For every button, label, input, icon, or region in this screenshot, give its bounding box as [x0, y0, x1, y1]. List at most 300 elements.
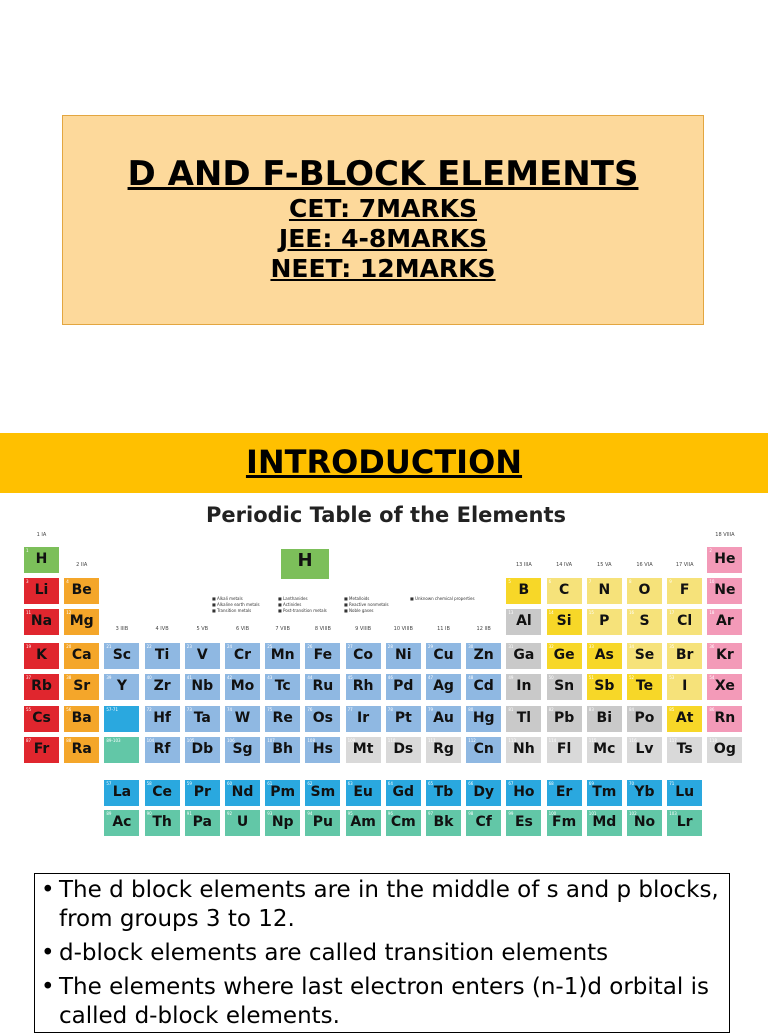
- bullet-dot-icon: •: [41, 940, 55, 966]
- element-symbol: Ag: [433, 678, 454, 694]
- atomic-number: 63: [347, 781, 353, 786]
- element-cell-tb: [425, 779, 462, 807]
- atomic-number: 5: [508, 579, 511, 584]
- element-symbol: Kr: [716, 647, 734, 663]
- atomic-number: 104: [146, 738, 155, 743]
- element-symbol: Xe: [714, 678, 735, 694]
- element-cell-te: [626, 673, 663, 701]
- element-cell-he: [706, 546, 743, 574]
- element-symbol: He: [714, 551, 736, 567]
- atomic-number: 44: [307, 675, 313, 680]
- legend-entry: ■ Lanthanides: [278, 596, 308, 601]
- element-symbol: Cm: [390, 814, 416, 830]
- element-symbol: At: [675, 710, 694, 726]
- atomic-number: 66: [468, 781, 474, 786]
- element-cell-nb: [184, 673, 221, 701]
- atomic-number: 40: [146, 675, 152, 680]
- element-symbol: Tb: [433, 784, 454, 800]
- element-cell-ni: [385, 642, 422, 670]
- element-symbol: Ce: [152, 784, 172, 800]
- element-symbol: No: [633, 814, 656, 830]
- element-symbol: Ru: [312, 678, 334, 694]
- element-cell-ir: [345, 705, 382, 733]
- legend-entry: ■ Noble gases: [344, 608, 374, 613]
- bullet-text: The d block elements are in the middle of s and p blocks, from groups 3 to 12.: [59, 877, 719, 932]
- element-symbol: Th: [152, 814, 172, 830]
- atomic-number: 11: [26, 610, 32, 615]
- element-symbol: Be: [71, 582, 92, 598]
- atomic-number: 80: [468, 707, 474, 712]
- atomic-number: 109: [347, 738, 356, 743]
- element-symbol: Po: [634, 710, 655, 726]
- atomic-number: 94: [307, 811, 313, 816]
- atomic-number: 68: [548, 781, 554, 786]
- element-symbol: Hg: [472, 710, 495, 726]
- element-symbol: Np: [271, 814, 294, 830]
- atomic-number: 6: [548, 579, 552, 584]
- atomic-number: 107: [267, 738, 275, 743]
- element-cell-f: [666, 577, 703, 605]
- element-symbol: Ts: [676, 741, 693, 757]
- element-symbol: Se: [634, 647, 655, 663]
- element-symbol: H: [35, 551, 48, 567]
- atomic-number: 57: [106, 781, 112, 786]
- element-cell-rb: [23, 673, 60, 701]
- element-symbol: P: [599, 613, 610, 629]
- element-cell-ge: [546, 642, 583, 670]
- bullet-dot-icon: •: [41, 877, 55, 903]
- element-cell-ga: [505, 642, 542, 670]
- atomic-number: 101: [588, 811, 597, 816]
- element-symbol: Bh: [272, 741, 293, 757]
- atomic-number: 112: [468, 738, 476, 743]
- element-symbol: As: [594, 647, 614, 663]
- element-symbol: F: [679, 582, 690, 598]
- atomic-number: 75: [267, 707, 273, 712]
- element-symbol: Ge: [553, 647, 575, 663]
- atomic-number: 95: [347, 811, 353, 816]
- element-symbol: Dy: [473, 784, 495, 800]
- element-symbol: Y: [116, 678, 127, 694]
- element-symbol: Fe: [313, 647, 333, 663]
- atomic-number: 35: [669, 644, 675, 649]
- element-cell-s: [626, 608, 663, 636]
- element-cell-u: [224, 809, 261, 837]
- legend-key-symbol: H: [297, 550, 313, 571]
- element-cell-th: [144, 809, 181, 837]
- element-cell-tm: [586, 779, 623, 807]
- element-cell-db: [184, 736, 221, 764]
- element-symbol: Rn: [714, 710, 736, 726]
- element-symbol: I: [682, 678, 688, 694]
- atomic-number: 65: [428, 781, 434, 786]
- element-cell-os: [304, 705, 341, 733]
- atomic-number: 92: [227, 811, 233, 816]
- atomic-number: 49: [508, 675, 514, 680]
- atomic-number: 39: [106, 675, 112, 680]
- atomic-number: 55: [26, 707, 32, 712]
- element-cell-mc: [586, 736, 623, 764]
- atomic-number: 46: [387, 675, 393, 680]
- element-cell-pt: [385, 705, 422, 733]
- element-cell-ba: [63, 705, 100, 733]
- element-symbol: Nb: [191, 678, 214, 694]
- atomic-number: 74: [227, 707, 233, 712]
- atomic-number: 108: [307, 738, 316, 743]
- element-cell-dy: [465, 779, 502, 807]
- element-cell-pb: [546, 705, 583, 733]
- element-cell-rf: [144, 736, 181, 764]
- element-cell-i: [666, 673, 703, 701]
- group-label: 16 VIA: [636, 562, 653, 568]
- element-cell-at: [666, 705, 703, 733]
- atomic-number: 106: [227, 738, 235, 743]
- atomic-number: 78: [387, 707, 393, 712]
- element-cell-np: [264, 809, 301, 837]
- element-symbol: Tc: [274, 678, 291, 694]
- element-symbol: Er: [555, 784, 573, 800]
- element-cell-series-57-71: [103, 705, 140, 733]
- element-cell-rh: [345, 673, 382, 701]
- atomic-number: 17: [669, 610, 675, 615]
- element-symbol: Gd: [392, 784, 415, 800]
- atomic-number: 88: [66, 738, 72, 743]
- jee-marks: JEE: 4-8MARKS: [278, 224, 488, 253]
- element-cell-ce: [144, 779, 181, 807]
- element-symbol: Fm: [552, 814, 577, 830]
- element-symbol: Bi: [596, 710, 613, 726]
- neet-marks: NEET: 12MARKS: [270, 254, 496, 283]
- atomic-number: 53: [669, 675, 675, 680]
- atomic-number: 67: [508, 781, 514, 786]
- atomic-number: 37: [26, 675, 32, 680]
- atomic-number: 52: [629, 675, 635, 680]
- atomic-number: 4: [66, 579, 69, 584]
- element-cell-ar: [706, 608, 743, 636]
- atomic-number: 89: [106, 811, 112, 816]
- element-symbol: Eu: [353, 784, 373, 800]
- element-cell-am: [345, 809, 382, 837]
- element-symbol: Mt: [352, 741, 374, 757]
- element-symbol: K: [36, 647, 47, 663]
- element-symbol: Ir: [357, 710, 370, 726]
- atomic-number: 69: [588, 781, 594, 786]
- element-symbol: Hf: [153, 710, 171, 726]
- element-cell-mn: [264, 642, 301, 670]
- element-cell-ta: [184, 705, 221, 733]
- atomic-number: 34: [629, 644, 635, 649]
- element-cell-kr: [706, 642, 743, 670]
- element-symbol: Ar: [716, 613, 734, 629]
- element-symbol: Fr: [33, 741, 50, 757]
- element-symbol: C: [558, 582, 570, 598]
- atomic-number: 12: [66, 610, 72, 615]
- atomic-number: 84: [629, 707, 635, 712]
- atomic-number: 82: [548, 707, 554, 712]
- legend-entry: ■ Post-transition metals: [278, 608, 327, 613]
- element-symbol: Rf: [153, 741, 171, 757]
- group-label: 13 IIIA: [515, 562, 532, 568]
- element-symbol: Pd: [393, 678, 414, 694]
- element-symbol: Co: [353, 647, 374, 663]
- element-symbol: Mc: [593, 741, 616, 757]
- element-symbol: Ne: [714, 582, 736, 598]
- atomic-number: 57-71: [106, 707, 119, 712]
- element-cell-cr: [224, 642, 261, 670]
- atomic-number: 111: [428, 738, 436, 743]
- group-label: 5 VB: [196, 626, 209, 632]
- atomic-number: 87: [26, 738, 32, 743]
- element-cell-pm: [264, 779, 301, 807]
- element-cell-ag: [425, 673, 462, 701]
- atomic-number: 72: [146, 707, 152, 712]
- atomic-number: 103: [669, 811, 677, 816]
- element-cell-co: [345, 642, 382, 670]
- element-symbol: Es: [514, 814, 533, 830]
- element-symbol: Tl: [516, 710, 532, 726]
- element-symbol: Ca: [71, 647, 92, 663]
- element-cell-sr: [63, 673, 100, 701]
- element-cell-pu: [304, 809, 341, 837]
- element-cell-in: [505, 673, 542, 701]
- bullet-dot-icon: •: [41, 974, 55, 1000]
- element-cell-xe: [706, 673, 743, 701]
- element-symbol: B: [518, 582, 530, 598]
- atomic-number: 33: [588, 644, 594, 649]
- element-symbol: Ds: [393, 741, 414, 757]
- element-cell-mt: [345, 736, 382, 764]
- element-cell-c: [546, 577, 583, 605]
- atomic-number: 105: [186, 738, 195, 743]
- group-label: 15 VA: [597, 562, 612, 568]
- element-symbol: N: [598, 582, 611, 598]
- element-cell-au: [425, 705, 462, 733]
- element-cell-re: [264, 705, 301, 733]
- element-cell-bi: [586, 705, 623, 733]
- element-cell-ti: [144, 642, 181, 670]
- element-symbol: Og: [713, 741, 736, 757]
- atomic-number: 2: [709, 548, 712, 553]
- atomic-number: 76: [307, 707, 313, 712]
- element-cell-fr: [23, 736, 60, 764]
- atomic-number: 19: [26, 644, 32, 649]
- atomic-number: 98: [468, 811, 474, 816]
- element-cell-b: [505, 577, 542, 605]
- element-cell-al: [505, 608, 542, 636]
- element-cell-lu: [666, 779, 703, 807]
- element-cell-og: [706, 736, 743, 764]
- atomic-number: 15: [588, 610, 594, 615]
- atomic-number: 43: [267, 675, 273, 680]
- legend-key-cell: [280, 548, 330, 580]
- element-symbol: Ga: [513, 647, 535, 663]
- element-symbol: Si: [556, 613, 572, 629]
- bullet-item: [41, 939, 723, 968]
- element-cell-cl: [666, 608, 703, 636]
- element-cell-n: [586, 577, 623, 605]
- atomic-number: 83: [588, 707, 594, 712]
- atomic-number: 29: [428, 644, 434, 649]
- element-cell-ra: [63, 736, 100, 764]
- element-cell-lr: [666, 809, 703, 837]
- element-symbol: W: [234, 710, 251, 726]
- cet-marks: CET: 7MARKS: [288, 194, 478, 223]
- section-heading: INTRODUCTION: [245, 443, 523, 481]
- element-symbol: Pa: [192, 814, 212, 830]
- element-cell-se: [626, 642, 663, 670]
- atomic-number: 61: [267, 781, 273, 786]
- atomic-number: 25: [267, 644, 273, 649]
- element-symbol: Lr: [676, 814, 693, 830]
- element-symbol: Os: [312, 710, 333, 726]
- element-cell-fl: [546, 736, 583, 764]
- element-cell-zr: [144, 673, 181, 701]
- atomic-number: 38: [66, 675, 72, 680]
- element-symbol: Nh: [513, 741, 535, 757]
- element-cell-hg: [465, 705, 502, 733]
- element-symbol: Sr: [73, 678, 91, 694]
- bullet-list: [34, 873, 730, 1033]
- element-cell-ho: [505, 779, 542, 807]
- bullet-text: The elements where last electron enters (n-1)d orbital is called d-block elements.: [59, 974, 709, 1029]
- atomic-number: 3: [26, 579, 29, 584]
- element-cell-gd: [385, 779, 422, 807]
- element-cell-bk: [425, 809, 462, 837]
- legend-entry: ■ Transition metals: [212, 608, 252, 613]
- bullet-item: [41, 876, 723, 934]
- element-cell-cm: [385, 809, 422, 837]
- atomic-number: 60: [227, 781, 233, 786]
- element-symbol: Nd: [231, 784, 254, 800]
- element-cell-o: [626, 577, 663, 605]
- bullet-item: [41, 973, 723, 1031]
- element-cell-rg: [425, 736, 462, 764]
- element-symbol: Md: [592, 814, 617, 830]
- atomic-number: 64: [387, 781, 393, 786]
- element-cell-ne: [706, 577, 743, 605]
- element-symbol: Rg: [433, 741, 454, 757]
- element-cell-na: [23, 608, 60, 636]
- atomic-number: 115: [588, 738, 597, 743]
- title-box: [62, 115, 704, 325]
- element-symbol: Zr: [153, 678, 171, 694]
- atomic-number: 21: [106, 644, 112, 649]
- element-symbol: Mg: [69, 613, 94, 629]
- element-symbol: Zn: [473, 647, 494, 663]
- atomic-number: 59: [186, 781, 192, 786]
- periodic-table-title: Periodic Table of the Elements: [206, 503, 566, 527]
- element-symbol: Rb: [31, 678, 52, 694]
- group-label: 10 VIIIB: [393, 626, 413, 632]
- group-label: 14 IVA: [556, 562, 573, 568]
- atomic-number: 31: [508, 644, 514, 649]
- atomic-number: 73: [186, 707, 192, 712]
- atomic-number: 70: [629, 781, 635, 786]
- element-symbol: Sm: [310, 784, 336, 800]
- atomic-number: 10: [709, 579, 715, 584]
- group-label: 7 VIIB: [275, 626, 290, 632]
- atomic-number: 14: [548, 610, 554, 615]
- element-symbol: Sc: [112, 647, 132, 663]
- atomic-number: 9: [669, 579, 672, 584]
- atomic-number: 22: [146, 644, 152, 649]
- element-symbol: Yb: [634, 784, 655, 800]
- element-cell-pd: [385, 673, 422, 701]
- atomic-number: 32: [548, 644, 554, 649]
- atomic-number: 86: [709, 707, 715, 712]
- atomic-number: 54: [709, 675, 715, 680]
- atomic-number: 47: [428, 675, 434, 680]
- element-cell-md: [586, 809, 623, 837]
- element-symbol: Pr: [193, 784, 211, 800]
- atomic-number: 20: [66, 644, 72, 649]
- atomic-number: 71: [669, 781, 675, 786]
- element-symbol: La: [112, 784, 132, 800]
- atomic-number: 97: [428, 811, 434, 816]
- element-cell-y: [103, 673, 140, 701]
- element-cell-er: [546, 779, 583, 807]
- element-symbol: Cd: [473, 678, 494, 694]
- element-cell-si: [546, 608, 583, 636]
- element-cell-fm: [546, 809, 583, 837]
- element-symbol: Br: [675, 647, 694, 663]
- element-symbol: Na: [30, 613, 53, 629]
- atomic-number: 102: [629, 811, 637, 816]
- element-cell-br: [666, 642, 703, 670]
- element-cell-po: [626, 705, 663, 733]
- element-cell-sg: [224, 736, 261, 764]
- element-cell-es: [505, 809, 542, 837]
- element-cell-rn: [706, 705, 743, 733]
- element-symbol: V: [196, 647, 208, 663]
- element-symbol: Au: [433, 710, 454, 726]
- atomic-number: 91: [186, 811, 192, 816]
- element-symbol: Sb: [594, 678, 615, 694]
- element-symbol: Am: [350, 814, 376, 830]
- atomic-number: 41: [186, 675, 192, 680]
- element-cell-pr: [184, 779, 221, 807]
- atomic-number: 117: [669, 738, 677, 743]
- element-symbol: O: [638, 582, 651, 598]
- atomic-number: 48: [468, 675, 474, 680]
- atomic-number: 56: [66, 707, 72, 712]
- element-symbol: Sn: [554, 678, 575, 694]
- element-cell-ru: [304, 673, 341, 701]
- atomic-number: 118: [709, 738, 718, 743]
- element-cell-v: [184, 642, 221, 670]
- introduction-banner: [0, 433, 768, 493]
- element-symbol: Rh: [352, 678, 374, 694]
- element-symbol: Tm: [592, 784, 617, 800]
- atomic-number: 23: [186, 644, 192, 649]
- atomic-number: 85: [669, 707, 675, 712]
- element-symbol: Cu: [433, 647, 454, 663]
- element-cell-k: [23, 642, 60, 670]
- atomic-number: 16: [629, 610, 635, 615]
- element-cell-yb: [626, 779, 663, 807]
- element-cell-lv: [626, 736, 663, 764]
- element-symbol: Lv: [635, 741, 654, 757]
- element-symbol: Sg: [232, 741, 253, 757]
- element-symbol: S: [639, 613, 650, 629]
- legend-entry: ■ Alkaline earth metals: [212, 602, 260, 607]
- atomic-number: 93: [267, 811, 273, 816]
- element-symbol: Li: [34, 582, 49, 598]
- group-label: 3 IIIB: [115, 626, 129, 632]
- atomic-number: 26: [307, 644, 313, 649]
- element-symbol: Pu: [312, 814, 333, 830]
- element-symbol: Lu: [675, 784, 695, 800]
